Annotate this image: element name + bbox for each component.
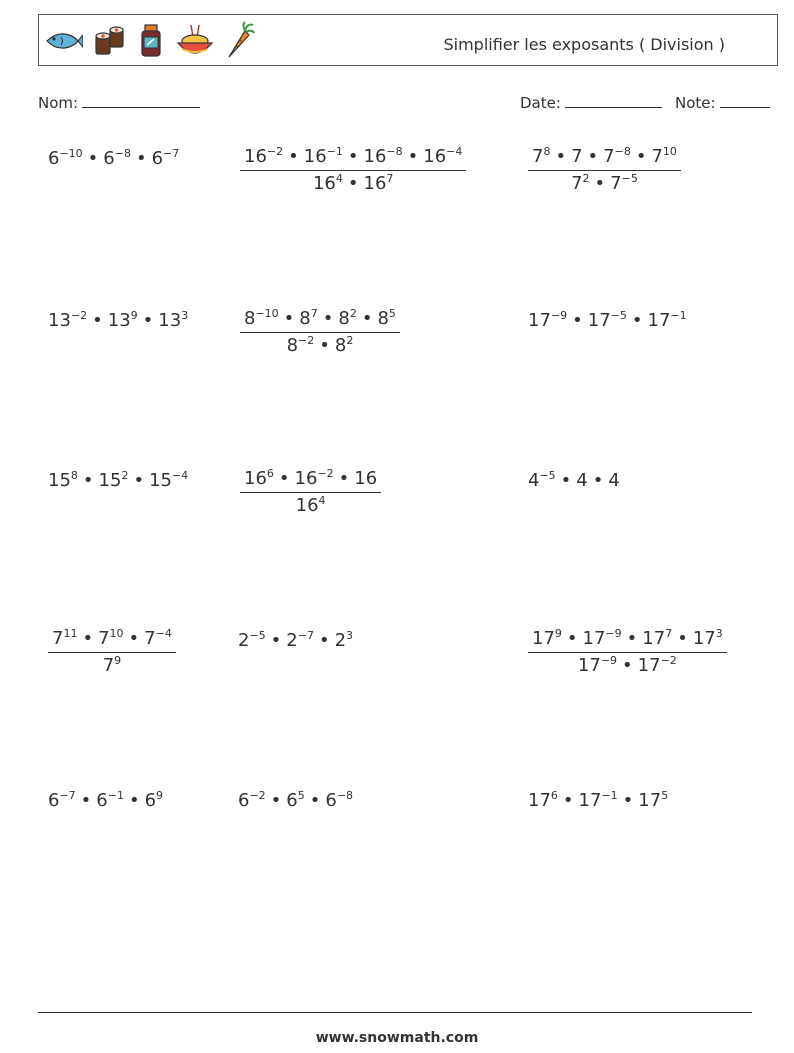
power-term bbox=[48, 148, 83, 169]
power-exponent: −4 bbox=[446, 145, 463, 158]
fraction-numerator bbox=[528, 146, 681, 171]
problem-14 bbox=[238, 790, 353, 811]
footer-divider bbox=[38, 1012, 752, 1013]
power-exponent: −10 bbox=[59, 147, 83, 160]
power-term bbox=[313, 173, 343, 194]
power-term bbox=[571, 146, 582, 167]
multiply-dot: • bbox=[572, 310, 583, 331]
power-exponent: 2 bbox=[349, 307, 357, 320]
problem-3 bbox=[528, 146, 681, 194]
power-base: 13 bbox=[158, 310, 182, 331]
power-term bbox=[144, 628, 172, 649]
power-base: 16 bbox=[312, 173, 336, 194]
power-exponent: −1 bbox=[326, 145, 343, 158]
power-term bbox=[377, 308, 395, 329]
multiply-dot: • bbox=[133, 470, 145, 491]
power-term bbox=[48, 310, 87, 331]
power-term bbox=[338, 308, 356, 329]
power-term bbox=[296, 495, 326, 516]
date-field bbox=[520, 93, 662, 112]
power-term bbox=[244, 146, 283, 167]
power-exponent: 6 bbox=[266, 467, 274, 480]
fraction-numerator bbox=[240, 468, 381, 493]
multiply-dot: • bbox=[82, 628, 94, 649]
problem-13 bbox=[48, 790, 163, 811]
power-base: 17 bbox=[587, 310, 611, 331]
power-term bbox=[583, 628, 622, 649]
power-exponent: 7 bbox=[665, 627, 673, 640]
power-base: 16 bbox=[363, 173, 387, 194]
power-term bbox=[286, 790, 304, 811]
power-base: 7 bbox=[102, 655, 115, 676]
multiply-dot: • bbox=[407, 146, 419, 167]
power-exponent: −5 bbox=[621, 172, 638, 185]
fraction-denominator bbox=[240, 493, 381, 516]
fraction-denominator bbox=[528, 653, 727, 676]
power-base: 7 bbox=[98, 628, 110, 649]
power-exponent: −2 bbox=[660, 654, 677, 667]
power-term bbox=[693, 628, 723, 649]
power-base: 6 bbox=[325, 790, 337, 811]
power-term bbox=[304, 146, 343, 167]
power-term bbox=[578, 655, 617, 676]
multiply-dot: • bbox=[560, 470, 572, 491]
power-term bbox=[588, 310, 627, 331]
fraction bbox=[528, 146, 681, 194]
multiply-dot: • bbox=[592, 470, 604, 491]
multiply-dot: • bbox=[631, 310, 643, 331]
power-term bbox=[532, 146, 550, 167]
power-base: 8 bbox=[377, 308, 389, 329]
power-base: 4 bbox=[608, 470, 620, 491]
worksheet-header bbox=[38, 14, 778, 66]
fraction bbox=[240, 468, 381, 516]
multiply-dot: • bbox=[142, 310, 154, 331]
multiply-dot: • bbox=[283, 308, 295, 329]
power-base: 7 bbox=[651, 146, 663, 167]
sushi-roll-icon bbox=[93, 24, 127, 58]
power-exponent: −9 bbox=[605, 627, 622, 640]
power-base: 16 bbox=[423, 146, 447, 167]
power-term bbox=[528, 790, 558, 811]
power-exponent: 4 bbox=[335, 172, 343, 185]
power-exponent: −8 bbox=[114, 147, 131, 160]
power-exponent: 5 bbox=[661, 789, 669, 802]
power-base: 17 bbox=[577, 655, 601, 676]
power-base: 8 bbox=[244, 308, 256, 329]
power-base: 6 bbox=[144, 790, 157, 811]
multiply-dot: • bbox=[361, 308, 373, 329]
date-label: Date: bbox=[520, 94, 561, 112]
power-term bbox=[364, 173, 394, 194]
power-exponent: −5 bbox=[539, 469, 556, 482]
power-exponent: 4 bbox=[318, 494, 326, 507]
power-term bbox=[638, 790, 668, 811]
power-term bbox=[103, 655, 121, 676]
multiply-dot: • bbox=[309, 790, 321, 811]
power-base: 2 bbox=[238, 630, 250, 651]
power-base: 16 bbox=[363, 146, 387, 167]
power-base: 7 bbox=[603, 146, 615, 167]
power-exponent: −2 bbox=[249, 789, 266, 802]
power-base: 8 bbox=[338, 308, 350, 329]
multiply-dot: • bbox=[347, 173, 359, 194]
power-exponent: 9 bbox=[554, 627, 562, 640]
power-base: 7 bbox=[52, 628, 64, 649]
multiply-dot: • bbox=[622, 790, 634, 811]
power-term bbox=[576, 470, 587, 491]
power-base: 16 bbox=[244, 146, 267, 167]
multiply-dot: • bbox=[288, 146, 299, 167]
fraction-numerator bbox=[240, 308, 400, 333]
power-exponent: −5 bbox=[249, 629, 266, 642]
power-base: 16 bbox=[354, 468, 378, 489]
power-exponent: −5 bbox=[610, 309, 627, 322]
power-term bbox=[103, 148, 131, 169]
multiply-dot: • bbox=[635, 146, 647, 167]
power-exponent: 2 bbox=[582, 172, 590, 185]
power-term bbox=[48, 790, 76, 811]
power-exponent: 9 bbox=[114, 654, 122, 667]
problem-2 bbox=[240, 146, 466, 194]
power-term bbox=[96, 790, 124, 811]
power-base: 16 bbox=[294, 468, 318, 489]
power-exponent: −9 bbox=[600, 654, 618, 667]
power-term bbox=[423, 146, 462, 167]
power-term bbox=[238, 630, 266, 651]
multiply-dot: • bbox=[555, 146, 567, 167]
power-term bbox=[244, 468, 274, 489]
power-base: 17 bbox=[647, 310, 671, 331]
power-base: 6 bbox=[103, 148, 115, 169]
multiply-dot: • bbox=[562, 790, 574, 811]
power-term bbox=[603, 146, 631, 167]
problem-9 bbox=[528, 470, 620, 491]
power-term bbox=[287, 335, 315, 356]
power-exponent: 11 bbox=[63, 627, 78, 640]
power-base: 17 bbox=[528, 790, 551, 811]
power-base: 8 bbox=[299, 308, 311, 329]
multiply-dot: • bbox=[270, 630, 282, 651]
power-base: 17 bbox=[692, 628, 716, 649]
power-base: 15 bbox=[149, 470, 172, 491]
power-term bbox=[244, 308, 279, 329]
fraction-denominator bbox=[528, 171, 681, 194]
power-exponent: −2 bbox=[298, 334, 315, 347]
power-term bbox=[528, 310, 567, 331]
name-blank[interactable] bbox=[82, 93, 200, 108]
grade-label: Note: bbox=[675, 94, 716, 112]
power-term bbox=[325, 790, 353, 811]
power-base: 6 bbox=[96, 790, 108, 811]
multiply-dot: • bbox=[80, 790, 92, 811]
power-base: 15 bbox=[98, 470, 122, 491]
power-term bbox=[648, 310, 687, 331]
power-exponent: 7 bbox=[386, 172, 394, 185]
multiply-dot: • bbox=[270, 790, 282, 811]
power-term bbox=[610, 173, 638, 194]
multiply-dot: • bbox=[319, 335, 330, 356]
power-term bbox=[98, 628, 123, 649]
power-base: 13 bbox=[107, 310, 131, 331]
power-base: 4 bbox=[528, 470, 540, 491]
power-base: 17 bbox=[532, 628, 555, 649]
power-exponent: −1 bbox=[670, 309, 687, 322]
multiply-dot: • bbox=[128, 790, 140, 811]
power-exponent: 9 bbox=[130, 309, 138, 322]
power-exponent: 8 bbox=[70, 469, 78, 482]
power-exponent: −2 bbox=[317, 467, 334, 480]
power-base: 6 bbox=[151, 148, 164, 169]
power-base: 7 bbox=[610, 173, 622, 194]
rice-bowl-icon bbox=[175, 23, 215, 59]
power-term bbox=[335, 630, 353, 651]
problem-15 bbox=[528, 790, 668, 811]
power-term bbox=[52, 628, 77, 649]
power-exponent: 10 bbox=[662, 145, 677, 158]
power-exponent: −2 bbox=[70, 309, 88, 322]
power-term bbox=[99, 470, 129, 491]
power-base: 7 bbox=[144, 628, 156, 649]
worksheet-title: Simplifier les exposants ( Division ) bbox=[443, 35, 725, 54]
multiply-dot: • bbox=[338, 468, 350, 489]
power-base: 7 bbox=[571, 146, 583, 167]
power-term bbox=[108, 310, 138, 331]
power-term bbox=[642, 628, 672, 649]
fish-icon bbox=[43, 26, 83, 56]
power-term bbox=[354, 468, 377, 489]
power-term bbox=[152, 148, 180, 169]
multiply-dot: • bbox=[594, 173, 606, 194]
power-exponent: −2 bbox=[266, 145, 284, 158]
fraction-denominator bbox=[240, 333, 400, 356]
power-exponent: 5 bbox=[297, 789, 305, 802]
multiply-dot: • bbox=[677, 628, 688, 649]
fraction-denominator bbox=[48, 653, 176, 676]
power-term bbox=[145, 790, 163, 811]
power-base: 6 bbox=[238, 790, 250, 811]
power-exponent: 3 bbox=[715, 627, 723, 640]
power-base: 2 bbox=[334, 630, 347, 651]
power-exponent: −1 bbox=[601, 789, 618, 802]
power-term bbox=[238, 790, 266, 811]
power-term bbox=[571, 173, 589, 194]
grade-blank[interactable] bbox=[720, 93, 770, 108]
multiply-dot: • bbox=[92, 310, 103, 331]
power-exponent: −8 bbox=[386, 145, 403, 158]
multiply-dot: • bbox=[128, 628, 140, 649]
power-term bbox=[579, 790, 618, 811]
problem-7 bbox=[48, 470, 188, 491]
power-exponent: −8 bbox=[336, 789, 354, 802]
power-exponent: −7 bbox=[59, 789, 76, 802]
power-exponent: −4 bbox=[155, 627, 172, 640]
multiply-dot: • bbox=[87, 148, 99, 169]
multiply-dot: • bbox=[278, 468, 290, 489]
power-base: 15 bbox=[48, 470, 71, 491]
fraction bbox=[240, 308, 400, 356]
multiply-dot: • bbox=[587, 146, 599, 167]
fraction-numerator bbox=[48, 628, 176, 653]
power-term bbox=[651, 146, 676, 167]
power-base: 16 bbox=[295, 495, 319, 516]
power-term bbox=[286, 630, 314, 651]
power-exponent: 6 bbox=[550, 789, 558, 802]
header-icons bbox=[43, 21, 255, 61]
power-exponent: −7 bbox=[297, 629, 314, 642]
power-exponent: 8 bbox=[543, 145, 551, 158]
carrot-icon bbox=[225, 21, 255, 61]
problem-10 bbox=[48, 628, 176, 676]
fraction bbox=[528, 628, 727, 676]
jar-icon bbox=[137, 23, 165, 59]
power-base: 17 bbox=[638, 790, 662, 811]
power-term bbox=[638, 655, 677, 676]
power-exponent: 2 bbox=[346, 334, 354, 347]
problem-6 bbox=[528, 310, 687, 331]
power-base: 17 bbox=[642, 628, 666, 649]
power-base: 8 bbox=[286, 335, 299, 356]
problem-4 bbox=[48, 310, 188, 331]
power-base: 17 bbox=[528, 310, 551, 331]
power-base: 6 bbox=[286, 790, 298, 811]
power-term bbox=[299, 308, 317, 329]
power-base: 16 bbox=[303, 146, 327, 167]
fraction bbox=[48, 628, 176, 676]
power-exponent: 10 bbox=[109, 627, 124, 640]
power-base: 17 bbox=[578, 790, 602, 811]
problem-1 bbox=[48, 148, 179, 169]
multiply-dot: • bbox=[82, 470, 94, 491]
power-exponent: −4 bbox=[171, 469, 189, 482]
fraction-denominator bbox=[240, 171, 466, 194]
power-exponent: −9 bbox=[550, 309, 568, 322]
power-base: 16 bbox=[244, 468, 267, 489]
power-term bbox=[528, 470, 556, 491]
power-exponent: −8 bbox=[614, 145, 631, 158]
power-exponent: −1 bbox=[107, 789, 124, 802]
power-exponent: 2 bbox=[121, 469, 129, 482]
multiply-dot: • bbox=[622, 655, 633, 676]
fraction-numerator bbox=[240, 146, 466, 171]
power-term bbox=[48, 470, 78, 491]
power-exponent: −7 bbox=[163, 147, 180, 160]
power-exponent: −10 bbox=[255, 307, 279, 320]
multiply-dot: • bbox=[626, 628, 638, 649]
power-term bbox=[335, 335, 353, 356]
power-term bbox=[158, 310, 188, 331]
footer-url[interactable]: www.snowmath.com bbox=[315, 1030, 479, 1046]
power-term bbox=[149, 470, 188, 491]
grade-field bbox=[675, 93, 770, 112]
power-exponent: 3 bbox=[346, 629, 354, 642]
fraction-numerator bbox=[528, 628, 727, 653]
date-blank[interactable] bbox=[565, 93, 662, 108]
power-base: 8 bbox=[334, 335, 347, 356]
power-term bbox=[532, 628, 562, 649]
power-term bbox=[364, 146, 403, 167]
power-exponent: 5 bbox=[388, 307, 396, 320]
multiply-dot: • bbox=[566, 628, 578, 649]
power-base: 4 bbox=[576, 470, 588, 491]
power-base: 7 bbox=[532, 146, 544, 167]
power-exponent: 9 bbox=[156, 789, 164, 802]
power-base: 2 bbox=[286, 630, 298, 651]
power-base: 13 bbox=[48, 310, 71, 331]
problem-5 bbox=[240, 308, 400, 356]
power-exponent: 7 bbox=[310, 307, 318, 320]
power-base: 17 bbox=[582, 628, 606, 649]
fraction bbox=[240, 146, 466, 194]
multiply-dot: • bbox=[135, 148, 147, 169]
multiply-dot: • bbox=[318, 630, 330, 651]
power-exponent: 3 bbox=[181, 309, 189, 322]
power-term bbox=[608, 470, 619, 491]
name-label: Nom: bbox=[38, 94, 79, 112]
problem-12 bbox=[528, 628, 727, 676]
problem-8 bbox=[240, 468, 381, 516]
power-base: 6 bbox=[48, 148, 60, 169]
power-term bbox=[295, 468, 334, 489]
power-base: 6 bbox=[48, 790, 60, 811]
multiply-dot: • bbox=[322, 308, 334, 329]
power-base: 17 bbox=[637, 655, 661, 676]
multiply-dot: • bbox=[347, 146, 359, 167]
problem-11 bbox=[238, 630, 353, 651]
power-base: 7 bbox=[571, 173, 583, 194]
name-field bbox=[38, 93, 200, 112]
